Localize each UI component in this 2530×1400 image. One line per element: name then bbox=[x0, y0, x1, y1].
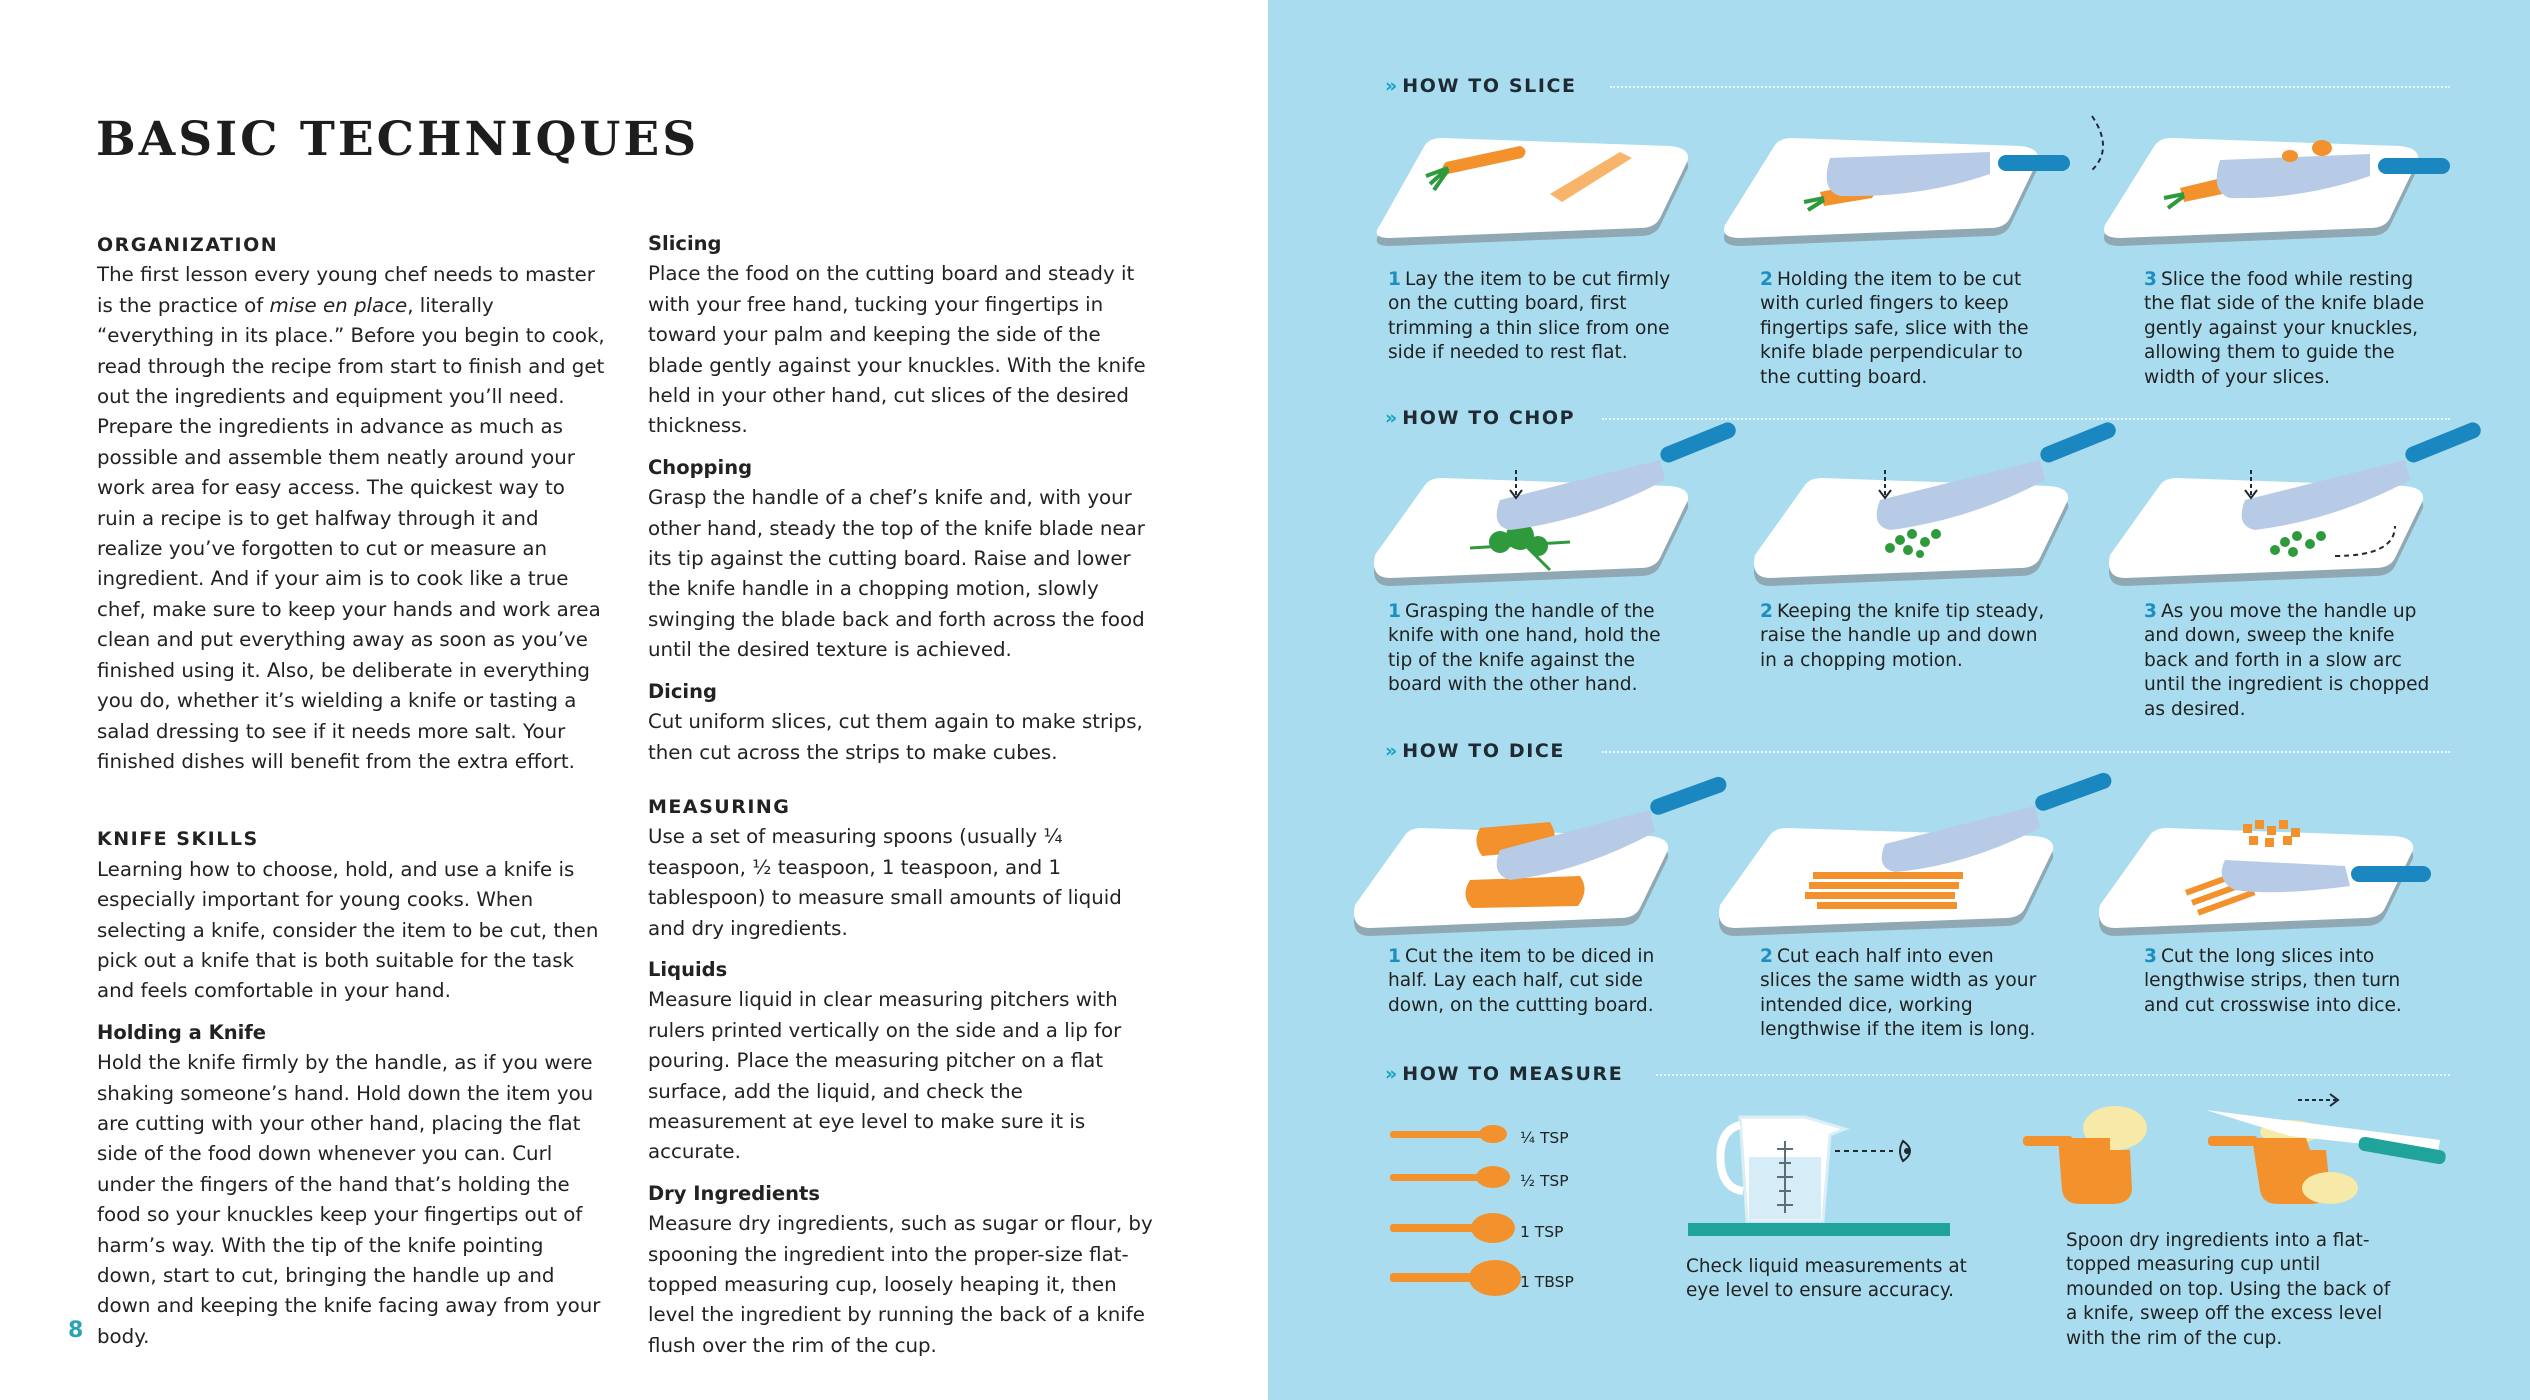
how-to-measure-header bbox=[1385, 1061, 1623, 1087]
step-text: Cut each half into even slices the same width as your intended dice, working lengthwise if the item is long. bbox=[1760, 946, 2037, 1041]
slice-step-2 bbox=[1760, 268, 2050, 390]
mise-en-place-term: mise en place bbox=[269, 293, 408, 317]
chop-step2-illustration bbox=[1750, 430, 2110, 600]
step-number: 1 bbox=[1388, 269, 1401, 290]
measuring-text: Use a set of measuring spoons (usually ¼ teaspoon, ½ teaspoon, 1 teaspoon, and 1 tablespoon) to measure small amounts of liquid and dry ingredients. bbox=[648, 825, 1122, 940]
slice-step2-illustration bbox=[1720, 110, 2100, 270]
knife-skills-text: Learning how to choose, hold, and use a knife is especially important for young cooks. When selecting a knife, consider the item to be cut, then pick out a knife that is both suitable for the task and feels comfortable in your hand. bbox=[97, 857, 599, 1003]
step-text: Holding the item to be cut with curled fingers to keep fingertips safe, slice with the knife blade perpendicular to the cutting board. bbox=[1760, 269, 2029, 388]
step-number: 2 bbox=[1760, 269, 1773, 290]
spoon-icon bbox=[1479, 1125, 1507, 1143]
organization-text bbox=[97, 260, 607, 777]
slice-step3-illustration bbox=[2100, 120, 2470, 270]
dry-caption: Spoon dry ingredients into a flat-topped measuring cup until mounded on top. Using the back of a knife, sweep off the excess level with the rim of the cup. bbox=[2066, 1230, 2391, 1349]
dice-step-3 bbox=[2144, 945, 2434, 1018]
spoon-icon bbox=[1469, 1260, 1521, 1296]
spoon-icon bbox=[1476, 1166, 1510, 1188]
step-number: 3 bbox=[2144, 269, 2157, 290]
step-number: 3 bbox=[2144, 601, 2157, 622]
step-text: Slice the food while resting the flat side of the knife blade gently against your knuckles, allowing them to guide the width of your slices. bbox=[2144, 269, 2425, 388]
left-column bbox=[97, 230, 607, 1352]
knife-handle-icon bbox=[2378, 158, 2450, 174]
liquids-heading: Liquids bbox=[648, 957, 728, 981]
dice-step1-illustration bbox=[1350, 780, 1710, 950]
dicing-heading: Dicing bbox=[648, 679, 717, 703]
step-text: Grasping the handle of the knife with one hand, hold the tip of the knife against the board with the other hand. bbox=[1388, 601, 1661, 696]
holding-knife-heading: Holding a Knife bbox=[97, 1020, 267, 1044]
step-text: Lay the item to be cut firmly on the cutting board, first trimming a thin slice from one side if needed to rest flat. bbox=[1388, 269, 1671, 364]
slicing-heading: Slicing bbox=[648, 232, 722, 255]
how-to-dice-header bbox=[1385, 738, 1565, 764]
slice-step-3 bbox=[2144, 268, 2434, 390]
chevron-right-icon: » bbox=[1385, 407, 1395, 429]
slice-step-1 bbox=[1388, 268, 1678, 366]
divider bbox=[1656, 1074, 2450, 1076]
knife-handle-icon bbox=[2351, 866, 2431, 882]
measuring-cups-illustration bbox=[2020, 1080, 2460, 1230]
knife-handle-icon bbox=[1998, 155, 2070, 171]
chop-step-2 bbox=[1760, 600, 2050, 673]
how-to-chop-label: HOW TO CHOP bbox=[1402, 407, 1576, 429]
step-text: Keeping the knife tip steady, raise the handle up and down in a chopping motion. bbox=[1760, 601, 2045, 671]
page-title: BASIC TECHNIQUES bbox=[96, 112, 700, 167]
spoon-label-half-tsp: ½ TSP bbox=[1520, 1172, 1569, 1190]
middle-column bbox=[648, 229, 1158, 1361]
measuring-pitcher-illustration bbox=[1685, 1105, 1965, 1245]
step-number: 1 bbox=[1388, 946, 1401, 967]
how-to-slice-label: HOW TO SLICE bbox=[1402, 75, 1577, 97]
dice-step-2 bbox=[1760, 945, 2050, 1043]
chop-step3-illustration bbox=[2105, 430, 2475, 600]
carrot-half-icon bbox=[1465, 876, 1584, 908]
step-number: 2 bbox=[1760, 601, 1773, 622]
chop-step-3 bbox=[2144, 600, 2434, 722]
slicing-text: Place the food on the cutting board and steady it with your free hand, tucking your fingertips in toward your palm and keeping the side of the blade gently against your knuckles. With the knife held in your other hand, cut slices of the desired thickness. bbox=[648, 262, 1146, 438]
measuring-spoons-illustration bbox=[1385, 1118, 1525, 1308]
dry-ingredients-heading: Dry Ingredients bbox=[648, 1181, 820, 1205]
how-to-chop-header bbox=[1385, 405, 1575, 431]
slice-step1-illustration bbox=[1350, 120, 1690, 270]
page-number: 8 bbox=[68, 1318, 84, 1343]
divider bbox=[1610, 86, 2450, 88]
dice-step-1 bbox=[1388, 945, 1678, 1018]
spoon-icon bbox=[1471, 1213, 1515, 1243]
organization-text-part1: The first lesson every young chef needs to master is the practice of bbox=[97, 263, 595, 317]
spoon-label-one-tbsp: 1 TBSP bbox=[1520, 1273, 1574, 1291]
how-to-dice-label: HOW TO DICE bbox=[1402, 740, 1565, 762]
dice-step2-illustration bbox=[1715, 780, 2095, 950]
how-to-measure-label: HOW TO MEASURE bbox=[1402, 1063, 1624, 1085]
step-number: 2 bbox=[1760, 946, 1773, 967]
chevron-right-icon: » bbox=[1385, 75, 1395, 97]
spoon-label-one-tsp: 1 TSP bbox=[1520, 1223, 1564, 1241]
chopping-text: Grasp the handle of a chef’s knife and, with your other hand, steady the top of the knife blade near its tip against the cutting board. Raise and lower the knife handle in a chopping motion, slowly swinging the blade back and forth across the food until the desired texture is achieved. bbox=[648, 486, 1145, 662]
how-to-slice-header bbox=[1385, 73, 1577, 99]
chopping-heading: Chopping bbox=[648, 455, 753, 479]
chop-step-1 bbox=[1388, 600, 1678, 698]
carrot-slice-icon bbox=[2312, 140, 2332, 156]
knife-skills-heading: KNIFE SKILLS bbox=[97, 828, 259, 851]
step-text: As you move the handle up and down, sweep the knife back and forth in a slow arc until the ingredient is chopped as desired. bbox=[2144, 601, 2430, 720]
divider bbox=[1602, 751, 2450, 753]
step-number: 1 bbox=[1388, 601, 1401, 622]
chop-step1-illustration bbox=[1370, 430, 1730, 600]
step-number: 3 bbox=[2144, 946, 2157, 967]
measuring-heading: MEASURING bbox=[648, 795, 791, 818]
dice-step3-illustration bbox=[2095, 800, 2465, 950]
divider bbox=[1602, 418, 2450, 420]
organization-text-part2: , literally “everything in its place.” Before you begin to cook, read through the recipe from start to finish and get out the ingredients and equipment you’ll need. Prepare the ingredients in advance as much as possible and assemble them neatly around your work area for easy access. The quickest way to ruin a recipe is to get halfway through it and realize you’ve forgotten to cut or measure an ingredient. And if your aim is to cook like a true chef, make sure to keep your hands and work area clean and put everything away as soon as you’ve finished using it. Also, be deliberate in everything you do, whether it’s wielding a knife or tasting a salad dressing to see if it needs more salt. Your finished dishes will benefit from the extra effort. bbox=[97, 293, 605, 773]
counter-surface bbox=[1688, 1223, 1950, 1236]
spoon-label-quarter-tsp: ¼ TSP bbox=[1520, 1129, 1569, 1147]
dicing-text: Cut uniform slices, cut them again to make strips, then cut across the strips to make cubes. bbox=[648, 710, 1143, 764]
holding-knife-text: Hold the knife firmly by the handle, as if you were shaking someone’s hand. Hold down the item you are cutting with your other hand, placing the flat side of the food down whenever you can. Curl under the fingers of the hand that’s holding the food so your knuckles keep your fingertips out of harm’s way. With the tip of the knife pointing down, start to cut, bringing the handle up and down and keeping the knife facing away from your body. bbox=[97, 1051, 601, 1348]
chevron-right-icon: » bbox=[1385, 1063, 1395, 1085]
liquids-text: Measure liquid in clear measuring pitchers with rulers printed vertically on the side and a lip for pouring. Place the measuring pitcher on a flat surface, add the liquid, and check the measurement at eye level to make sure it is accurate. bbox=[648, 988, 1122, 1164]
organization-heading: ORGANIZATION bbox=[97, 234, 279, 256]
step-text: Cut the long slices into lengthwise strips, then turn and cut crosswise into dice. bbox=[2144, 946, 2402, 1016]
step-text: Cut the item to be diced in half. Lay each half, cut side down, on the cuttting board. bbox=[1388, 946, 1655, 1016]
liquid-caption: Check liquid measurements at eye level to ensure accuracy. bbox=[1686, 1256, 1967, 1302]
cutting-board-icon bbox=[1377, 138, 1689, 238]
dry-ingredients-text: Measure dry ingredients, such as sugar or flour, by spooning the ingredient into the proper-size flat-topped measuring cup, loosely heaping it, then level the ingredient by running the back of a knife flush over the rim of the cup. bbox=[648, 1212, 1153, 1357]
chevron-right-icon: » bbox=[1385, 740, 1395, 762]
